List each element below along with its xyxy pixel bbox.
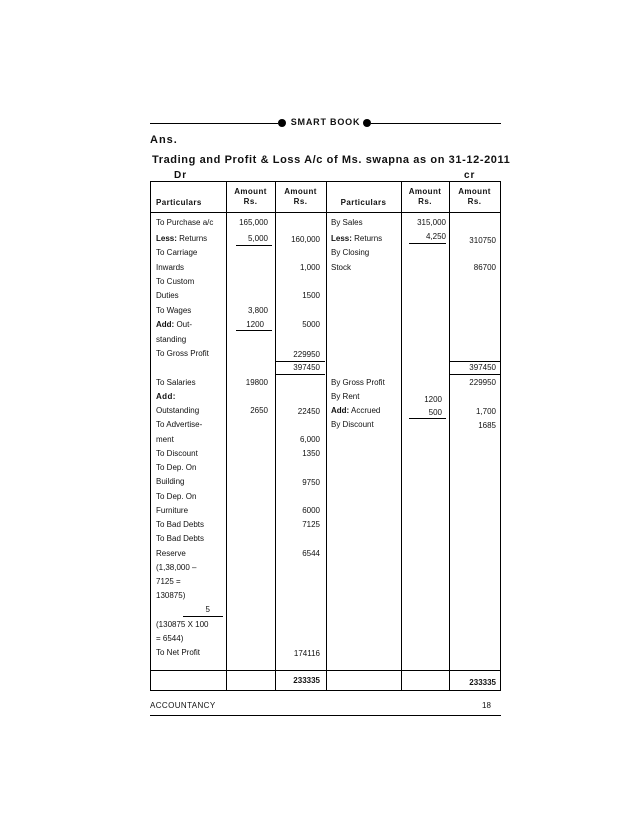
col-header-amount-dr-2: Amount bbox=[284, 187, 317, 196]
debit-particular: Furniture bbox=[156, 506, 189, 515]
credit-particular: By Closing bbox=[331, 248, 370, 257]
debit-particular: To Net Profit bbox=[156, 648, 201, 657]
debit-amount-1: 5,000 bbox=[247, 234, 268, 243]
header-rule-right bbox=[371, 123, 501, 124]
debit-amount-2: 7125 bbox=[302, 520, 320, 529]
debit-particular: To Gross Profit bbox=[156, 349, 209, 358]
debit-particular: Building bbox=[156, 477, 185, 486]
col-divider bbox=[449, 182, 450, 690]
debit-particular: To Wages bbox=[156, 306, 192, 315]
credit-amount-2: 1685 bbox=[478, 421, 496, 430]
credit-particular: By Discount bbox=[331, 420, 374, 429]
col-header-amount-cr-1: Amount bbox=[408, 187, 442, 196]
debit-amount-2: 5000 bbox=[302, 320, 320, 329]
debit-amount-2: 174116 bbox=[293, 649, 320, 658]
page-number: 18 bbox=[482, 701, 491, 710]
total-rule bbox=[450, 361, 500, 362]
debit-particular: To Custom bbox=[156, 277, 195, 286]
credit-particular: Add: Accrued bbox=[331, 406, 381, 415]
col-header-rs-cr-1: Rs. bbox=[418, 197, 432, 206]
debit-particular: To Dep. On bbox=[156, 463, 197, 472]
col-divider bbox=[226, 182, 227, 690]
debit-amount-2: 160,000 bbox=[291, 235, 320, 244]
credit-particular: By Gross Profit bbox=[331, 378, 385, 387]
header-bullet-right-icon bbox=[363, 119, 371, 127]
page-header bbox=[150, 117, 501, 131]
fraction-numerator: 5 bbox=[205, 605, 210, 614]
col-divider bbox=[275, 182, 276, 690]
credit-amount-2: 397450 bbox=[469, 363, 496, 372]
debit-particular: To Dep. On bbox=[156, 492, 197, 501]
debit-particular: To Discount bbox=[156, 449, 198, 458]
credit-particular: By Sales bbox=[331, 218, 363, 227]
total-rule bbox=[276, 361, 325, 362]
debit-particular: = 6544) bbox=[156, 634, 184, 643]
debit-particular: Less: Returns bbox=[156, 234, 208, 243]
debit-amount-2: 1350 bbox=[302, 449, 320, 458]
credit-amount-1: 315,000 bbox=[417, 218, 446, 227]
credit-amount-2: 310750 bbox=[469, 236, 496, 245]
debit-amount-1: 3,800 bbox=[247, 306, 268, 315]
debit-amount-2: 1500 bbox=[302, 291, 320, 300]
col-header-amount-dr-1: Amount bbox=[234, 187, 267, 196]
debit-particular: To Salaries bbox=[156, 378, 196, 387]
ledger-table bbox=[150, 181, 501, 691]
fraction-bar bbox=[183, 616, 223, 617]
debit-amount-2: 397450 bbox=[293, 363, 320, 372]
col-header-particulars-dr: Particulars bbox=[156, 198, 202, 207]
col-header-particulars-cr: Particulars bbox=[340, 198, 387, 207]
col-divider bbox=[401, 182, 402, 690]
credit-amount-1: 1200 bbox=[424, 395, 442, 404]
debit-particular: To Purchase a/c bbox=[156, 218, 214, 227]
debit-particular: Duties bbox=[156, 291, 179, 300]
debit-particular: 130875) bbox=[156, 591, 186, 600]
col-header-rs-dr-1: Rs. bbox=[243, 197, 258, 206]
total-rule bbox=[276, 374, 325, 375]
footer-subject: ACCOUNTANCY bbox=[150, 701, 216, 710]
debit-amount-2: 22450 bbox=[297, 407, 320, 416]
debit-particular: standing bbox=[156, 335, 187, 344]
debit-particular: Add: Out- bbox=[156, 320, 192, 329]
debit-amount-2: 6000 bbox=[302, 506, 320, 515]
debit-amount-2: 9750 bbox=[302, 478, 320, 487]
debit-particular: To Carriage bbox=[156, 248, 198, 257]
dr-label: Dr bbox=[174, 170, 188, 181]
subtotal-underline bbox=[236, 330, 272, 331]
col-header-rs-dr-2: Rs. bbox=[293, 197, 308, 206]
debit-amount-2: 6544 bbox=[302, 549, 320, 558]
debit-total: 233335 bbox=[293, 676, 320, 685]
credit-particular: By Rent bbox=[331, 392, 360, 401]
debit-particular: ment bbox=[156, 435, 174, 444]
total-row-divider bbox=[151, 670, 500, 671]
debit-amount-1: 1200 bbox=[246, 320, 264, 329]
answer-label: Ans. bbox=[150, 134, 178, 146]
debit-amount-1: 165,000 bbox=[239, 218, 268, 227]
debit-particular: 7125 = bbox=[156, 577, 181, 586]
debit-amount-1: 19800 bbox=[245, 378, 268, 387]
account-title: Trading and Profit & Loss A/c of Ms. swapna as on 31-12-2011 bbox=[152, 154, 511, 166]
subtotal-underline bbox=[409, 243, 446, 244]
cr-label: cr bbox=[464, 170, 476, 181]
total-rule bbox=[450, 374, 500, 375]
credit-amount-1: 500 bbox=[428, 408, 442, 417]
credit-particular: Stock bbox=[331, 263, 352, 272]
debit-particular: Inwards bbox=[156, 263, 185, 272]
col-divider bbox=[326, 182, 327, 690]
credit-amount-2: 86700 bbox=[473, 263, 496, 272]
debit-particular: To Bad Debts bbox=[156, 534, 205, 543]
subtotal-underline bbox=[236, 245, 272, 246]
col-header-amount-cr-2: Amount bbox=[458, 187, 491, 196]
col-header-rs-cr-2: Rs. bbox=[467, 197, 482, 206]
debit-amount-2: 229950 bbox=[293, 350, 320, 359]
debit-particular: (1,38,000 – bbox=[156, 563, 197, 572]
header-row-divider bbox=[151, 212, 500, 213]
debit-particular: (130875 X 100 bbox=[156, 620, 209, 629]
subtotal-underline bbox=[409, 418, 446, 419]
debit-amount-2: 6,000 bbox=[299, 435, 320, 444]
credit-amount-2: 1,700 bbox=[475, 407, 496, 416]
book-title: SMART BOOK bbox=[290, 117, 361, 127]
debit-particular: To Bad Debts bbox=[156, 520, 205, 529]
debit-particular: Outstanding bbox=[156, 406, 200, 415]
debit-amount-1: 2650 bbox=[250, 406, 268, 415]
credit-amount-1: 4,250 bbox=[425, 232, 446, 241]
debit-particular: Reserve bbox=[156, 549, 186, 558]
debit-amount-2: 1,000 bbox=[299, 263, 320, 272]
debit-particular: Add: bbox=[156, 392, 176, 401]
credit-total: 233335 bbox=[469, 678, 496, 687]
footer-rule bbox=[150, 715, 501, 716]
credit-particular: Less: Returns bbox=[331, 234, 383, 243]
debit-particular: To Advertise- bbox=[156, 420, 203, 429]
credit-amount-2: 229950 bbox=[469, 378, 496, 387]
